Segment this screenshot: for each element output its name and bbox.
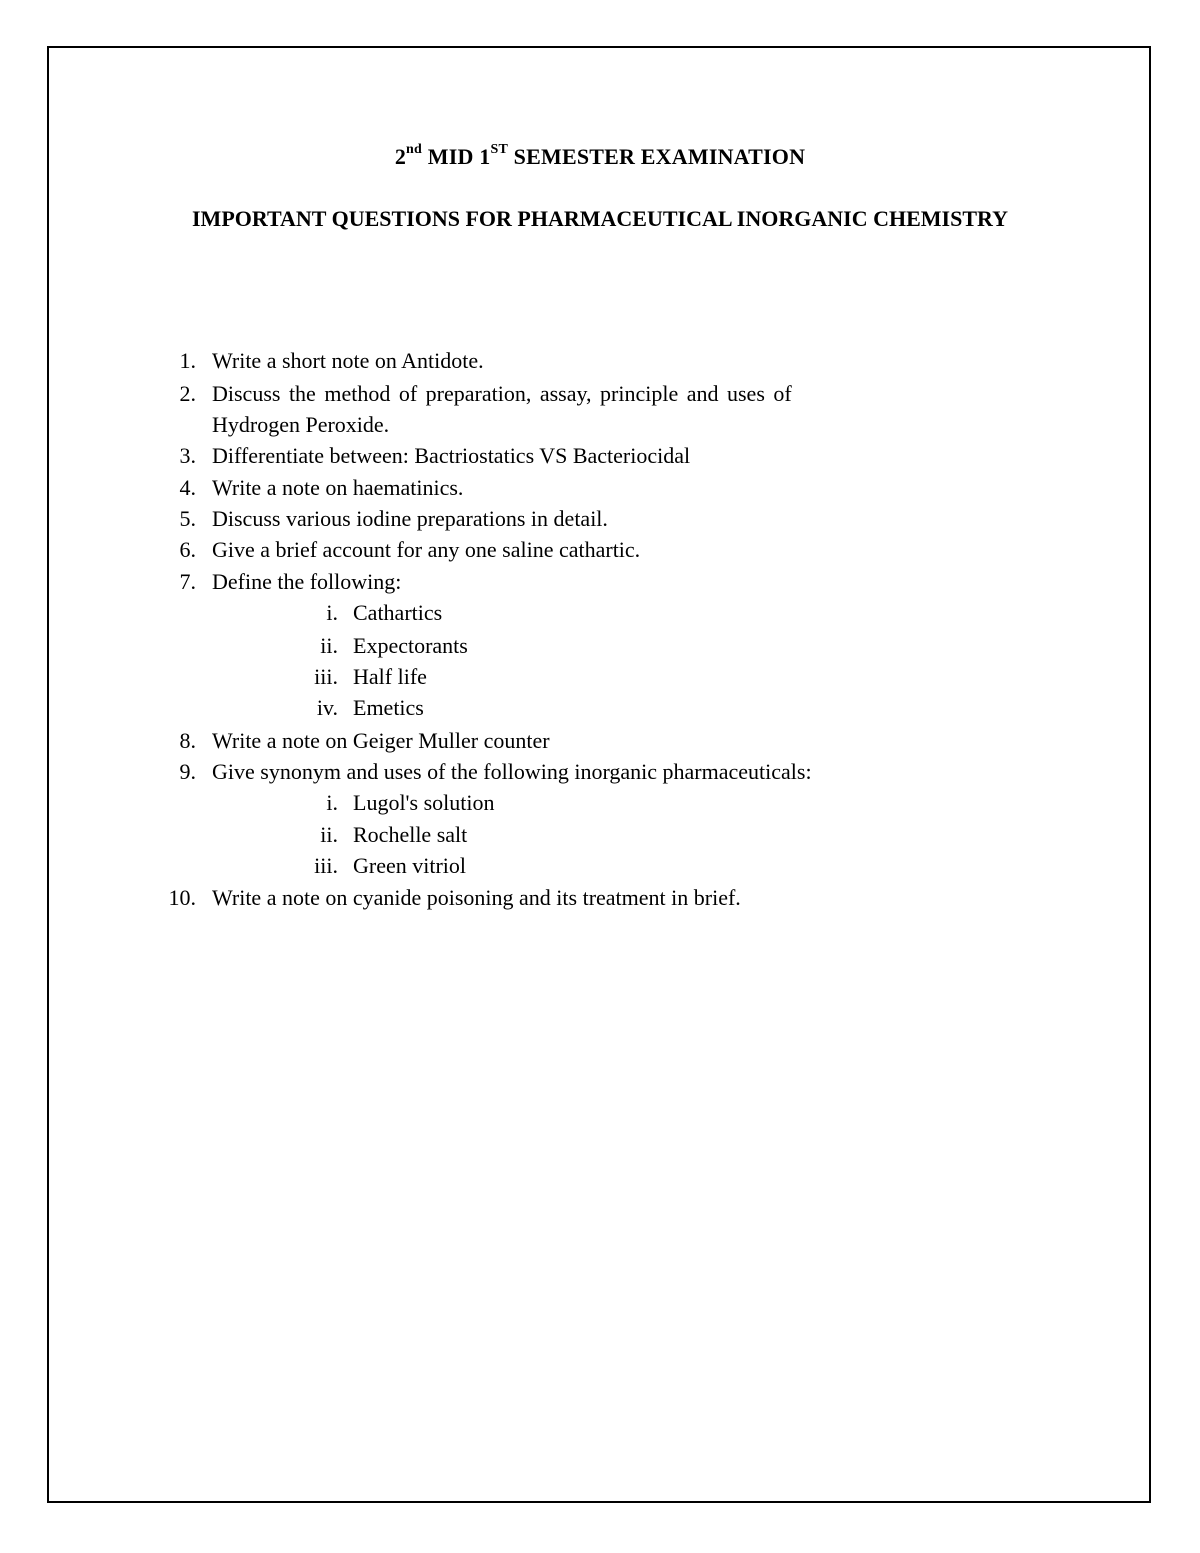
sub-item-text: Rochelle salt: [353, 822, 468, 847]
question-text: Write a note on Geiger Muller counter: [212, 728, 550, 753]
title-sup-a: nd: [406, 141, 423, 157]
sub-item-number: iv.: [316, 695, 338, 720]
question-text: Write a short note on Antidote.: [212, 348, 484, 373]
question-number: 8.: [179, 728, 196, 753]
question-number: 4.: [179, 475, 196, 500]
title-part-a: 2: [394, 144, 407, 169]
question-text: Write a note on haematinics.: [212, 475, 464, 500]
sub-item-text: Cathartics: [353, 600, 443, 625]
sub-item-number: ii.: [320, 633, 338, 658]
sub-item-number: iii.: [314, 853, 338, 878]
sub-item-text: Lugol's solution: [353, 790, 495, 815]
document-subtitle: IMPORTANT QUESTIONS FOR PHARMACEUTICAL INORGANIC CHEMISTRY: [192, 206, 1008, 231]
question-number: 5.: [179, 506, 196, 531]
sub-item-number: i.: [326, 600, 338, 625]
question-number: 3.: [179, 443, 196, 468]
question-text: Differentiate between: Bactriostatics VS Bacteriocidal: [212, 443, 691, 468]
question-number: 2.: [179, 381, 196, 406]
question-text: Discuss various iodine preparations in detail.: [212, 506, 608, 531]
sub-item-number: ii.: [320, 822, 338, 847]
sub-item-text: Green vitriol: [353, 853, 467, 878]
question-text: Write a note on cyanide poisoning and its treatment in brief.: [212, 885, 741, 910]
question-number: 10.: [168, 885, 196, 910]
sub-item-number: i.: [326, 790, 338, 815]
title-part-c: SEMESTER EXAMINATION: [507, 144, 806, 169]
title-sup-b: ST: [490, 141, 508, 157]
sub-item-text: Expectorants: [353, 633, 468, 658]
sub-item-text: Emetics: [353, 695, 424, 720]
sub-item-text: Half life: [353, 664, 427, 689]
question-number: 1.: [179, 348, 196, 373]
question-number: 6.: [179, 537, 196, 562]
question-text: Discuss the method of preparation, assay, principle and uses of: [212, 381, 792, 406]
title-part-b: MID 1: [422, 144, 491, 169]
question-number: 7.: [179, 569, 196, 594]
question-text: Hydrogen Peroxide.: [212, 412, 390, 437]
question-text: Define the following:: [212, 569, 402, 594]
question-text: Give synonym and uses of the following inorganic pharmaceuticals:: [212, 759, 812, 784]
question-number: 9.: [179, 759, 196, 784]
sub-item-number: iii.: [314, 664, 338, 689]
question-text: Give a brief account for any one saline cathartic.: [212, 537, 641, 562]
